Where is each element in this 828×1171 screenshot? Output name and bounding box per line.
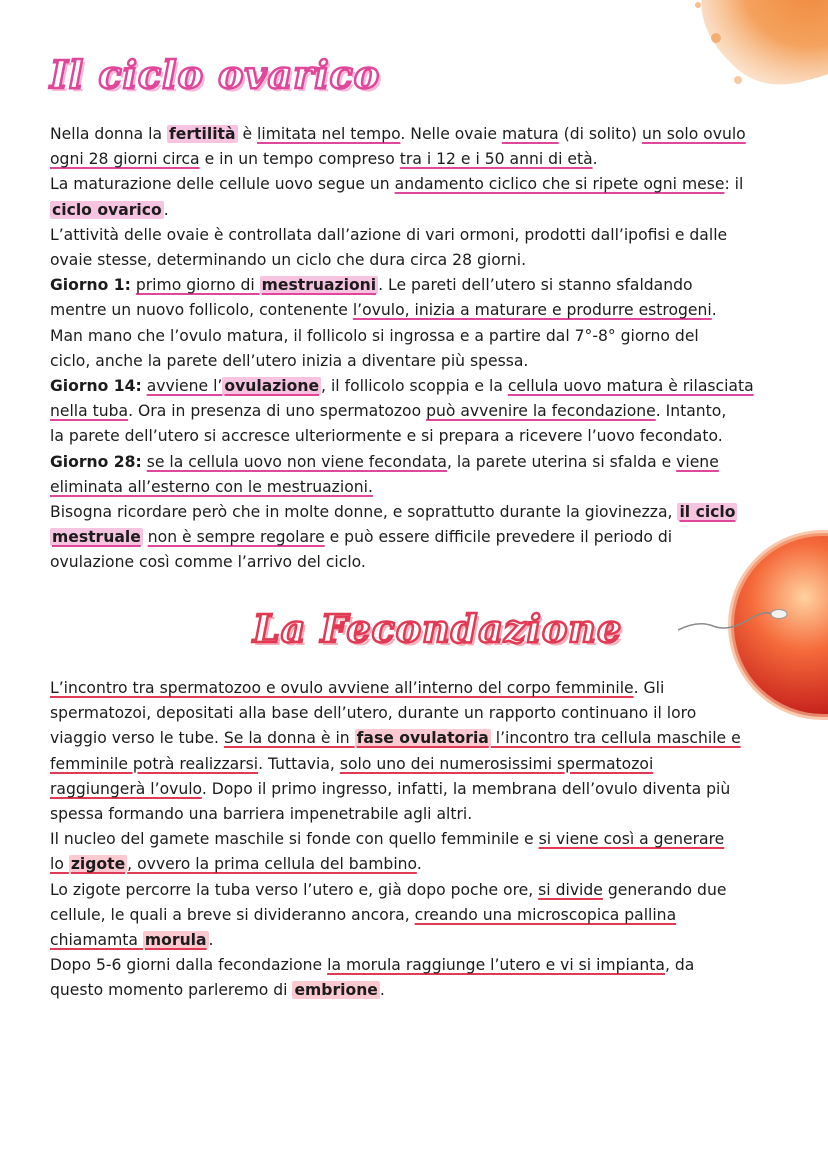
text-line: eliminata all’esterno con le mestruazioni. [50,477,373,496]
text-line: Giorno 14: avviene l’ ovulazione , il follicolo scoppia e la cellula uovo matura è rilasciata [50,377,754,396]
text-line: Nella donna la fertilità è limitata nel tempo. Nelle ovaie matura (di solito) un solo ovulo [50,125,746,143]
text-line: viaggio verso le tube. Se la donna è in fase ovulatoria l’incontro tra cellula maschile e [50,729,741,748]
text-line: femminile potrà realizzarsi. Tuttavia, solo uno dei numerosissimi spermatozoi [50,754,654,773]
text-line: ciclo ovarico . [52,200,169,219]
text-line: Man mano che l’ovulo matura, il follicolo si ingrossa e a partire dal 7°-8° giorno del [50,326,699,345]
text-line: cellule, le quali a breve si divideranno ancora, creando una microscopica pallina [50,905,677,924]
text-line: La maturazione delle cellule uovo segue un andamento ciclico che si ripete ogni mese: il [50,175,744,194]
section-ciclo-ovarico-body [50,122,782,576]
text-line: ciclo, anche la parete dell’utero inizia a diventare più spessa. [50,351,529,370]
text-line: raggiungerà l’ovulo. Dopo il primo ingresso, infatti, la membrana dell’ovulo diventa più [50,779,731,798]
text-line: Lo zigote percorre la tuba verso l’utero e, già dopo poche ore, si divide generando due [50,880,727,899]
text-line: Il nucleo del gamete maschile si fonde con quello femminile e si viene così a generare [50,830,725,849]
text-line: Giorno 1: primo giorno di mestruazioni . Le pareti dell’utero si stanno sfaldando [50,276,693,295]
text-line: chiamamta morula . [50,931,214,950]
text-line: lo zigote , ovvero la prima cellula del bambino. [50,855,422,874]
text-line: la parete dell’utero si accresce ulteriormente e si prepara a ricevere l’uovo fecondato. [50,427,723,446]
section-title-ciclo-ovarico: Il ciclo ovarico [50,52,381,97]
text-line: L’incontro tra spermatozoo e ovulo avviene all’interno del corpo femminile. Gli [50,679,665,697]
text-line: Bisogna ricordare però che in molte donne, e soprattutto durante la giovinezza, il ciclo [50,503,736,522]
text-line: mentre un nuovo follicolo, contenente l’ovulo, inizia a maturare e produrre estrogeni. [50,301,717,320]
text-line: Dopo 5-6 giorni dalla fecondazione la morula raggiunge l’utero e vi si impianta, da [50,956,695,975]
text-line: questo momento parleremo di embrione . [50,981,385,1000]
section-title-fecondazione: La Fecondazione [253,606,623,651]
text-line: ovulazione così comme l’arrivo del ciclo. [50,553,366,572]
section-fecondazione-body [50,676,782,1004]
text-line: nella tuba. Ora in presenza di uno spermatozoo può avvenire la fecondazione. Intanto, [50,402,727,421]
text-line: Giorno 28: se la cellula uovo non viene fecondata, la parete uterina si sfalda e viene [50,452,719,471]
text-line: spessa formando una barriera impenetrabile agli altri. [50,805,473,824]
text-line: mestruale non è sempre regolare e può essere difficile prevedere il periodo di [52,528,673,547]
text-line: ovaie stesse, determinando un ciclo che dura circa 28 giorni. [50,251,527,270]
text-line: L’attività delle ovaie è controllata dall’azione di vari ormoni, prodotti dall’ipofisi e dalle [50,225,728,244]
text-line: ogni 28 giorni circa e in un tempo compreso tra i 12 e i 50 anni di età. [50,150,598,169]
text-line: spermatozoi, depositati alla base dell’utero, durante un rapporto continuano il loro [50,704,697,723]
paint-splash-decoration [668,0,828,110]
